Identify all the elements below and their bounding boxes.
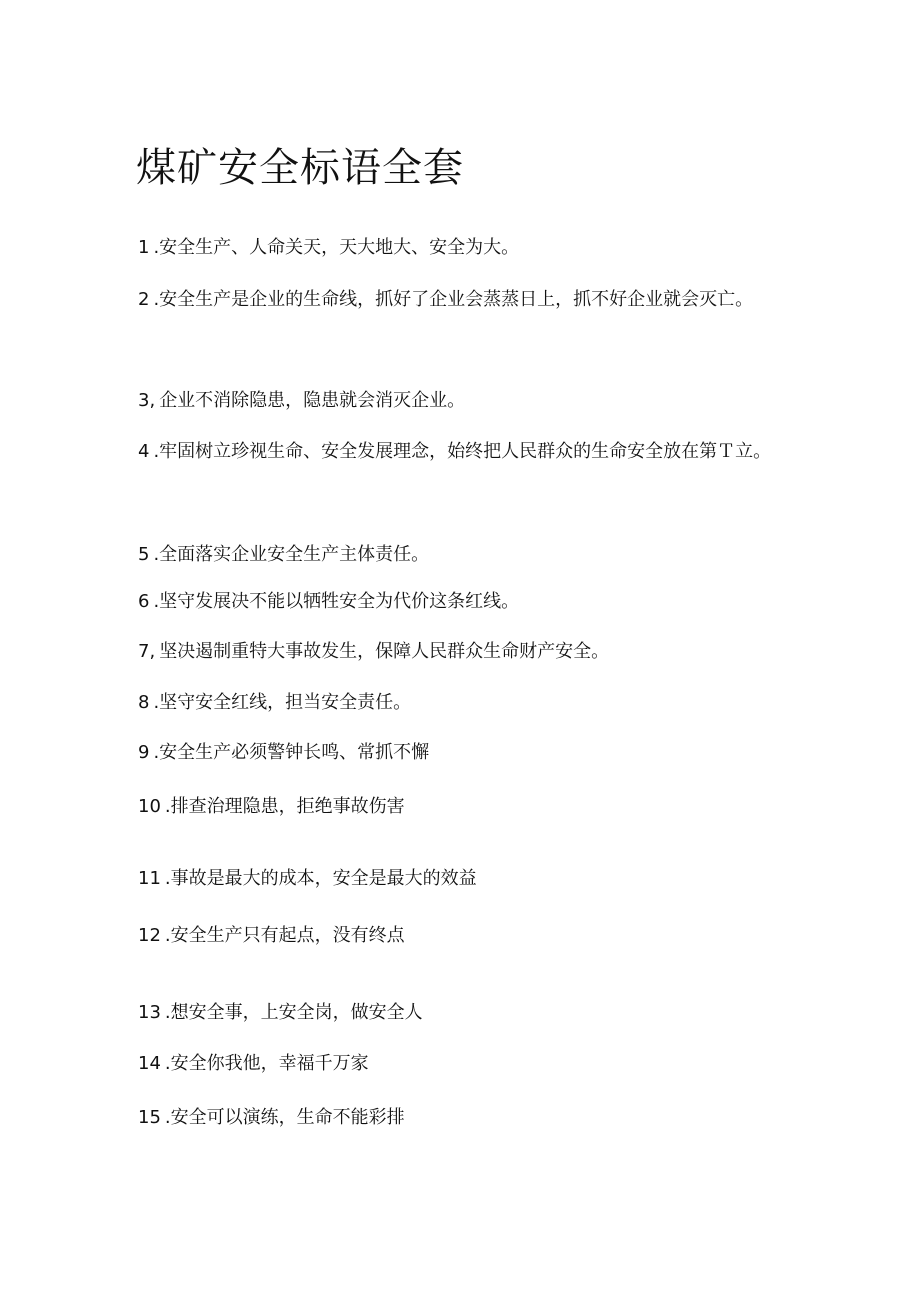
slogan-item-4 [138, 426, 798, 478]
item-number: 9 [138, 742, 150, 763]
item-text: .想安全事，上安全岗，做安全人 [164, 1002, 423, 1023]
item-text: 企业不消除隐患，隐患就会消灭企业。 [159, 390, 466, 411]
item-text: .安全你我他，幸福千万家 [164, 1053, 369, 1074]
slogan-item-12 [138, 910, 798, 962]
document-title: 煤矿安全标语全套 [136, 145, 464, 191]
item-text: .安全生产必须警钟长鸣、常抓不懈 [153, 742, 430, 763]
item-number: 3, [138, 390, 156, 411]
item-text: .安全可以演练，生命不能彩排 [164, 1107, 405, 1128]
slogan-item-7 [138, 626, 798, 678]
item-number: 14 [138, 1053, 161, 1074]
slogan-item-10 [138, 781, 798, 833]
item-number: 8 [138, 692, 150, 713]
item-text: .事故是最大的成本，安全是最大的效益 [164, 868, 477, 889]
item-text: .坚守安全红线，担当安全责任。 [153, 692, 412, 713]
slogan-item-9 [138, 727, 798, 779]
item-number: 2 [138, 289, 150, 310]
item-number: 7, [138, 641, 156, 662]
slogan-item-3 [138, 375, 798, 427]
slogan-item-11 [138, 853, 798, 905]
item-text: .排查治理隐患，拒绝事故伤害 [164, 796, 405, 817]
item-number: 5 [138, 544, 150, 565]
item-text: .安全生产是企业的生命线，抓好了企业会蒸蒸日上，抓不好企业就会灭亡。 [153, 289, 754, 310]
item-number: 15 [138, 1107, 161, 1128]
item-number: 10 [138, 796, 161, 817]
item-number: 4 [138, 441, 150, 462]
item-text: .牢固树立珍视生命、安全发展理念，始终把人民群众的生命安全放在第Ｔ立。 [153, 441, 772, 462]
slogan-item-5 [138, 529, 798, 581]
item-text: .安全生产只有起点，没有终点 [164, 925, 405, 946]
item-text: .坚守发展决不能以牺牲安全为代价这条红线。 [153, 591, 520, 612]
item-number: 13 [138, 1002, 161, 1023]
item-number: 1 [138, 237, 150, 258]
slogan-item-6 [138, 576, 798, 628]
item-number: 11 [138, 868, 161, 889]
slogan-item-2 [138, 274, 798, 326]
slogan-item-15 [138, 1092, 798, 1144]
slogan-item-14 [138, 1038, 798, 1090]
item-text: .安全生产、人命关天，天大地大、安全为大。 [153, 237, 520, 258]
item-number: 12 [138, 925, 161, 946]
slogan-item-13 [138, 987, 798, 1039]
item-number: 6 [138, 591, 150, 612]
item-text: 坚决遏制重特大事故发生，保障人民群众生命财产安全。 [159, 641, 610, 662]
slogan-item-1 [138, 222, 798, 274]
item-text: .全面落实企业安全生产主体责任。 [153, 544, 430, 565]
slogan-item-8 [138, 677, 798, 729]
